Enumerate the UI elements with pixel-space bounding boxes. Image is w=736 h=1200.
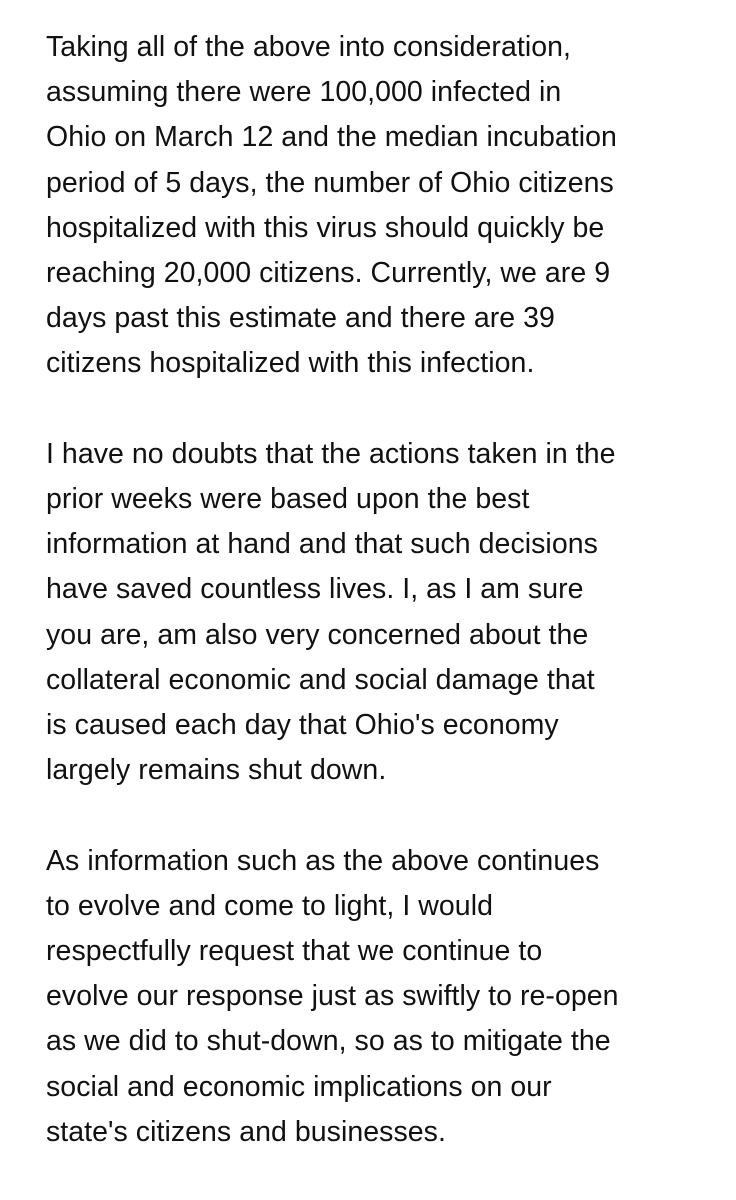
paragraph-2-line-3: information at hand and that such decisions — [46, 528, 598, 561]
paragraph-2-line-6: collateral economic and social damage that — [46, 663, 595, 696]
paragraph-2-line-2: prior weeks were based upon the best — [46, 483, 530, 516]
paragraph-1-line-7: days past this estimate and there are 39 — [46, 302, 555, 335]
paragraph-1-line-2: assuming there were 100,000 infected in — [46, 76, 562, 109]
letter-body — [46, 25, 711, 1155]
paragraph-3-line-4: evolve our response just as swiftly to re-open — [46, 980, 619, 1013]
paragraph-1-line-3: Ohio on March 12 and the median incubation — [46, 121, 617, 154]
paragraph-3-line-1: As information such as the above continues — [46, 844, 600, 877]
paragraph-1 — [46, 25, 711, 387]
paragraph-2-line-7: is caused each day that Ohio's economy — [46, 709, 559, 742]
paragraph-1-line-5: hospitalized with this virus should quickly be — [46, 211, 605, 244]
paragraph-2-line-5: you are, am also very concerned about the — [46, 618, 589, 651]
paragraph-1-line-4: period of 5 days, the number of Ohio citizens — [46, 166, 614, 199]
paragraph-3-line-5: as we did to shut-down, so as to mitigate the — [46, 1025, 611, 1058]
paragraph-3-line-7: state's citizens and businesses. — [46, 1115, 446, 1148]
paragraph-2-line-8: largely remains shut down. — [46, 754, 387, 787]
paragraph-1-line-8: citizens hospitalized with this infection. — [46, 347, 535, 380]
paragraph-3-line-2: to evolve and come to light, I would — [46, 889, 493, 922]
paragraph-1-line-1: Taking all of the above into consideration, — [46, 31, 571, 63]
paragraph-3-line-3: respectfully request that we continue to — [46, 935, 543, 968]
paragraph-spacer — [46, 793, 711, 838]
paragraph-3 — [46, 839, 711, 1155]
paragraph-2-line-4: have saved countless lives. I, as I am sure — [46, 573, 584, 606]
paragraph-2-line-1: I have no doubts that the actions taken in the — [46, 437, 616, 470]
paragraph-spacer — [46, 387, 711, 432]
paragraph-1-line-6: reaching 20,000 citizens. Currently, we are 9 — [46, 257, 611, 290]
paragraph-2 — [46, 432, 711, 794]
paragraph-3-line-6: social and economic implications on our — [46, 1070, 552, 1103]
